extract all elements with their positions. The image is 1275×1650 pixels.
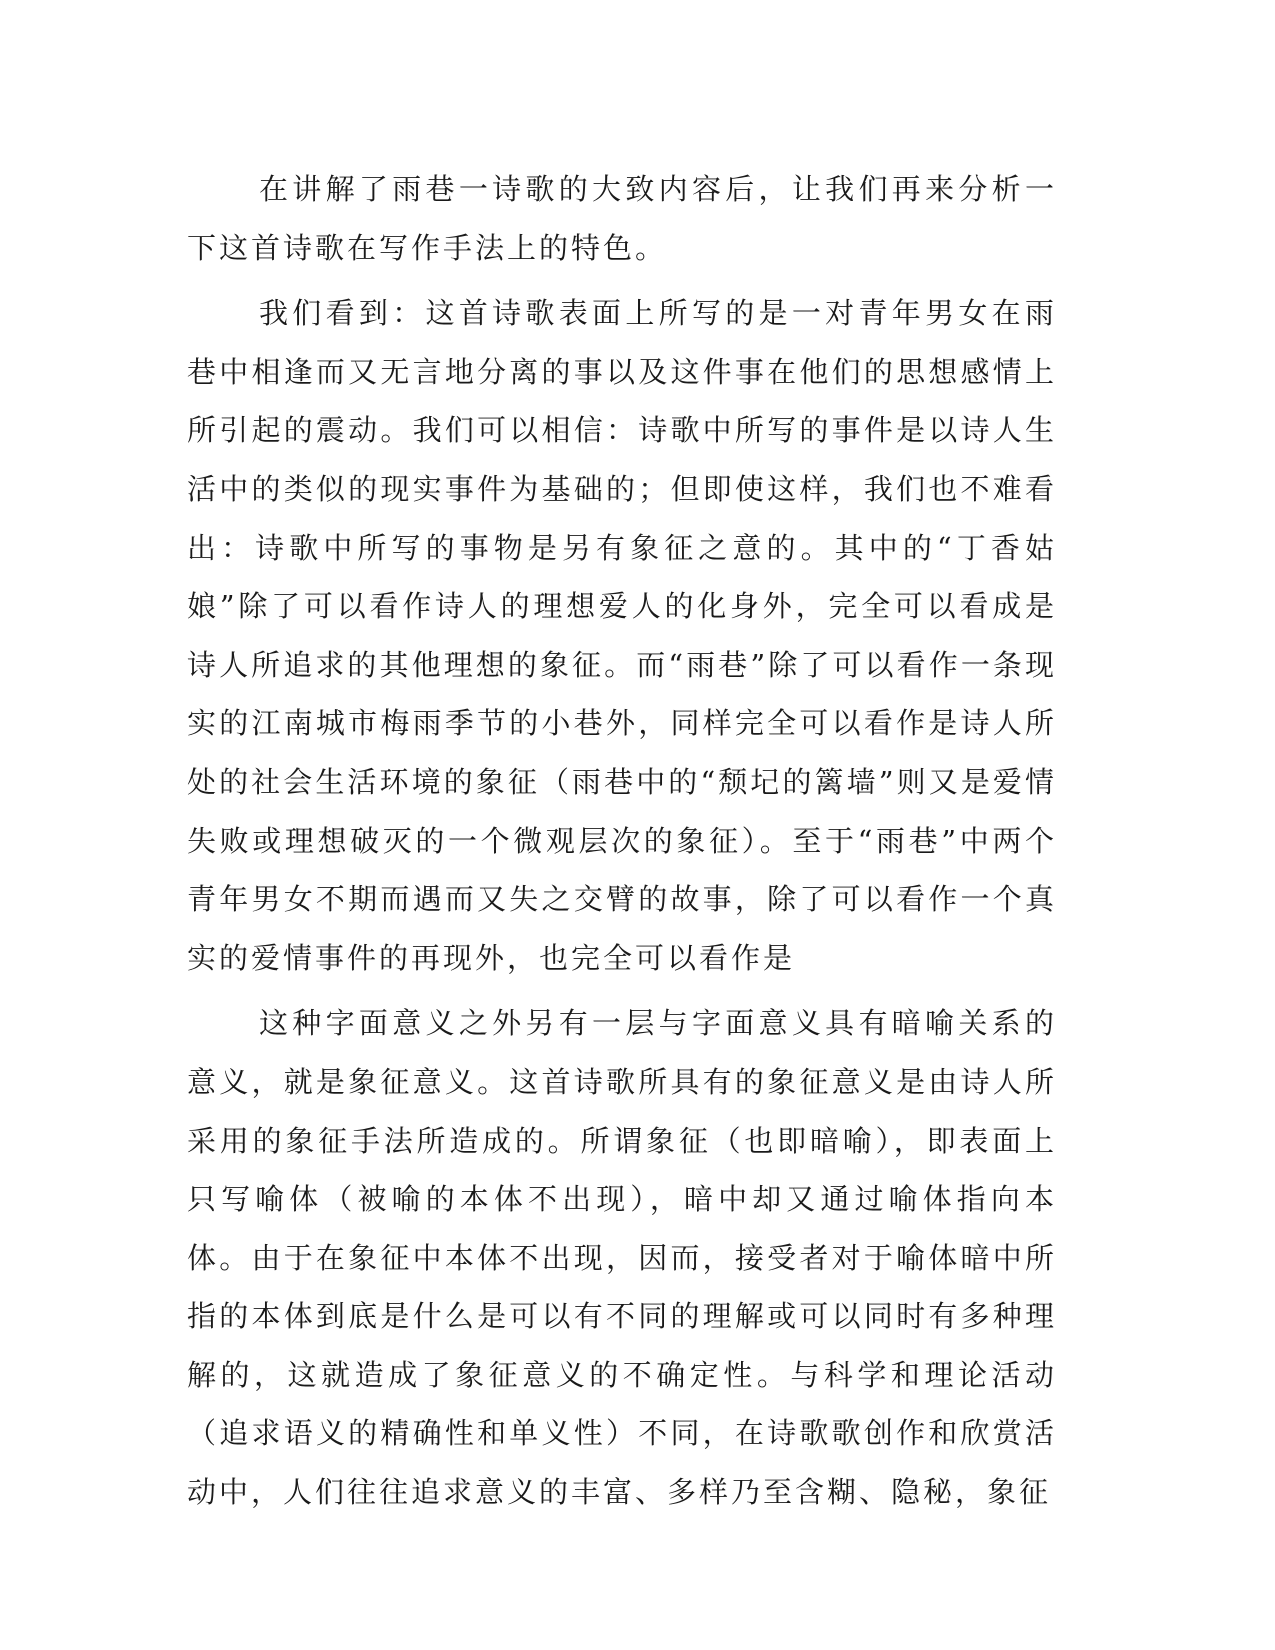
paragraph-symbolism: 这种字面意义之外另有一层与字面意义具有暗喻关系的意义，就是象征意义。这首诗歌所具有的象征意义是由诗人所采用的象征手法所造成的。所谓象征（也即暗喻），即表面上只写喻体（被喻的本体不出现），暗中却又通过喻体指向本体。由于在象征中本体不出现，因而，接受者对于喻体暗中所指的本体到底是什么是可以有不同的理解或可以同时有多种理解的，这就造成了象征意义的不确定性。与科学和理论活动（追求语义的精确性和单义性）不同，在诗歌歌创作和欣赏活动中，人们往往追求意义的丰富、多样乃至含糊、隐秘，象征	[187, 1006, 1057, 1510]
paragraph-analysis: 我们看到：这首诗歌表面上所写的是一对青年男女在雨巷中相逢而又无言地分离的事以及这件事在他们的思想感情上所引起的震动。我们可以相信：诗歌中所写的事件是以诗人生活中的类似的现实事件为基础的；但即使这样，我们也不难看出：诗歌中所写的事物是另有象征之意的。其中的“丁香姑娘”除了可以看作诗人的理想爱人的化身外，完全可以看成是诗人所追求的其他理想的象征。而“雨巷”除了可以看作一条现实的江南城市梅雨季节的小巷外，同样完全可以看作是诗人所处的社会生活环境的象征（雨巷中的“颓圮的篱墙”则又是爱情失败或理想破灭的一个微观层次的象征）。至于“雨巷”中两个青年男女不期而遇而又失之交臂的故事，除了可以看作一个真实的爱情事件的再现外，也完全可以看作是	[187, 296, 1057, 975]
body-text	[187, 160, 1057, 1529]
paragraph-intro: 在讲解了雨巷一诗歌的大致内容后，让我们再来分析一下这首诗歌在写作手法上的特色。	[187, 172, 1057, 265]
